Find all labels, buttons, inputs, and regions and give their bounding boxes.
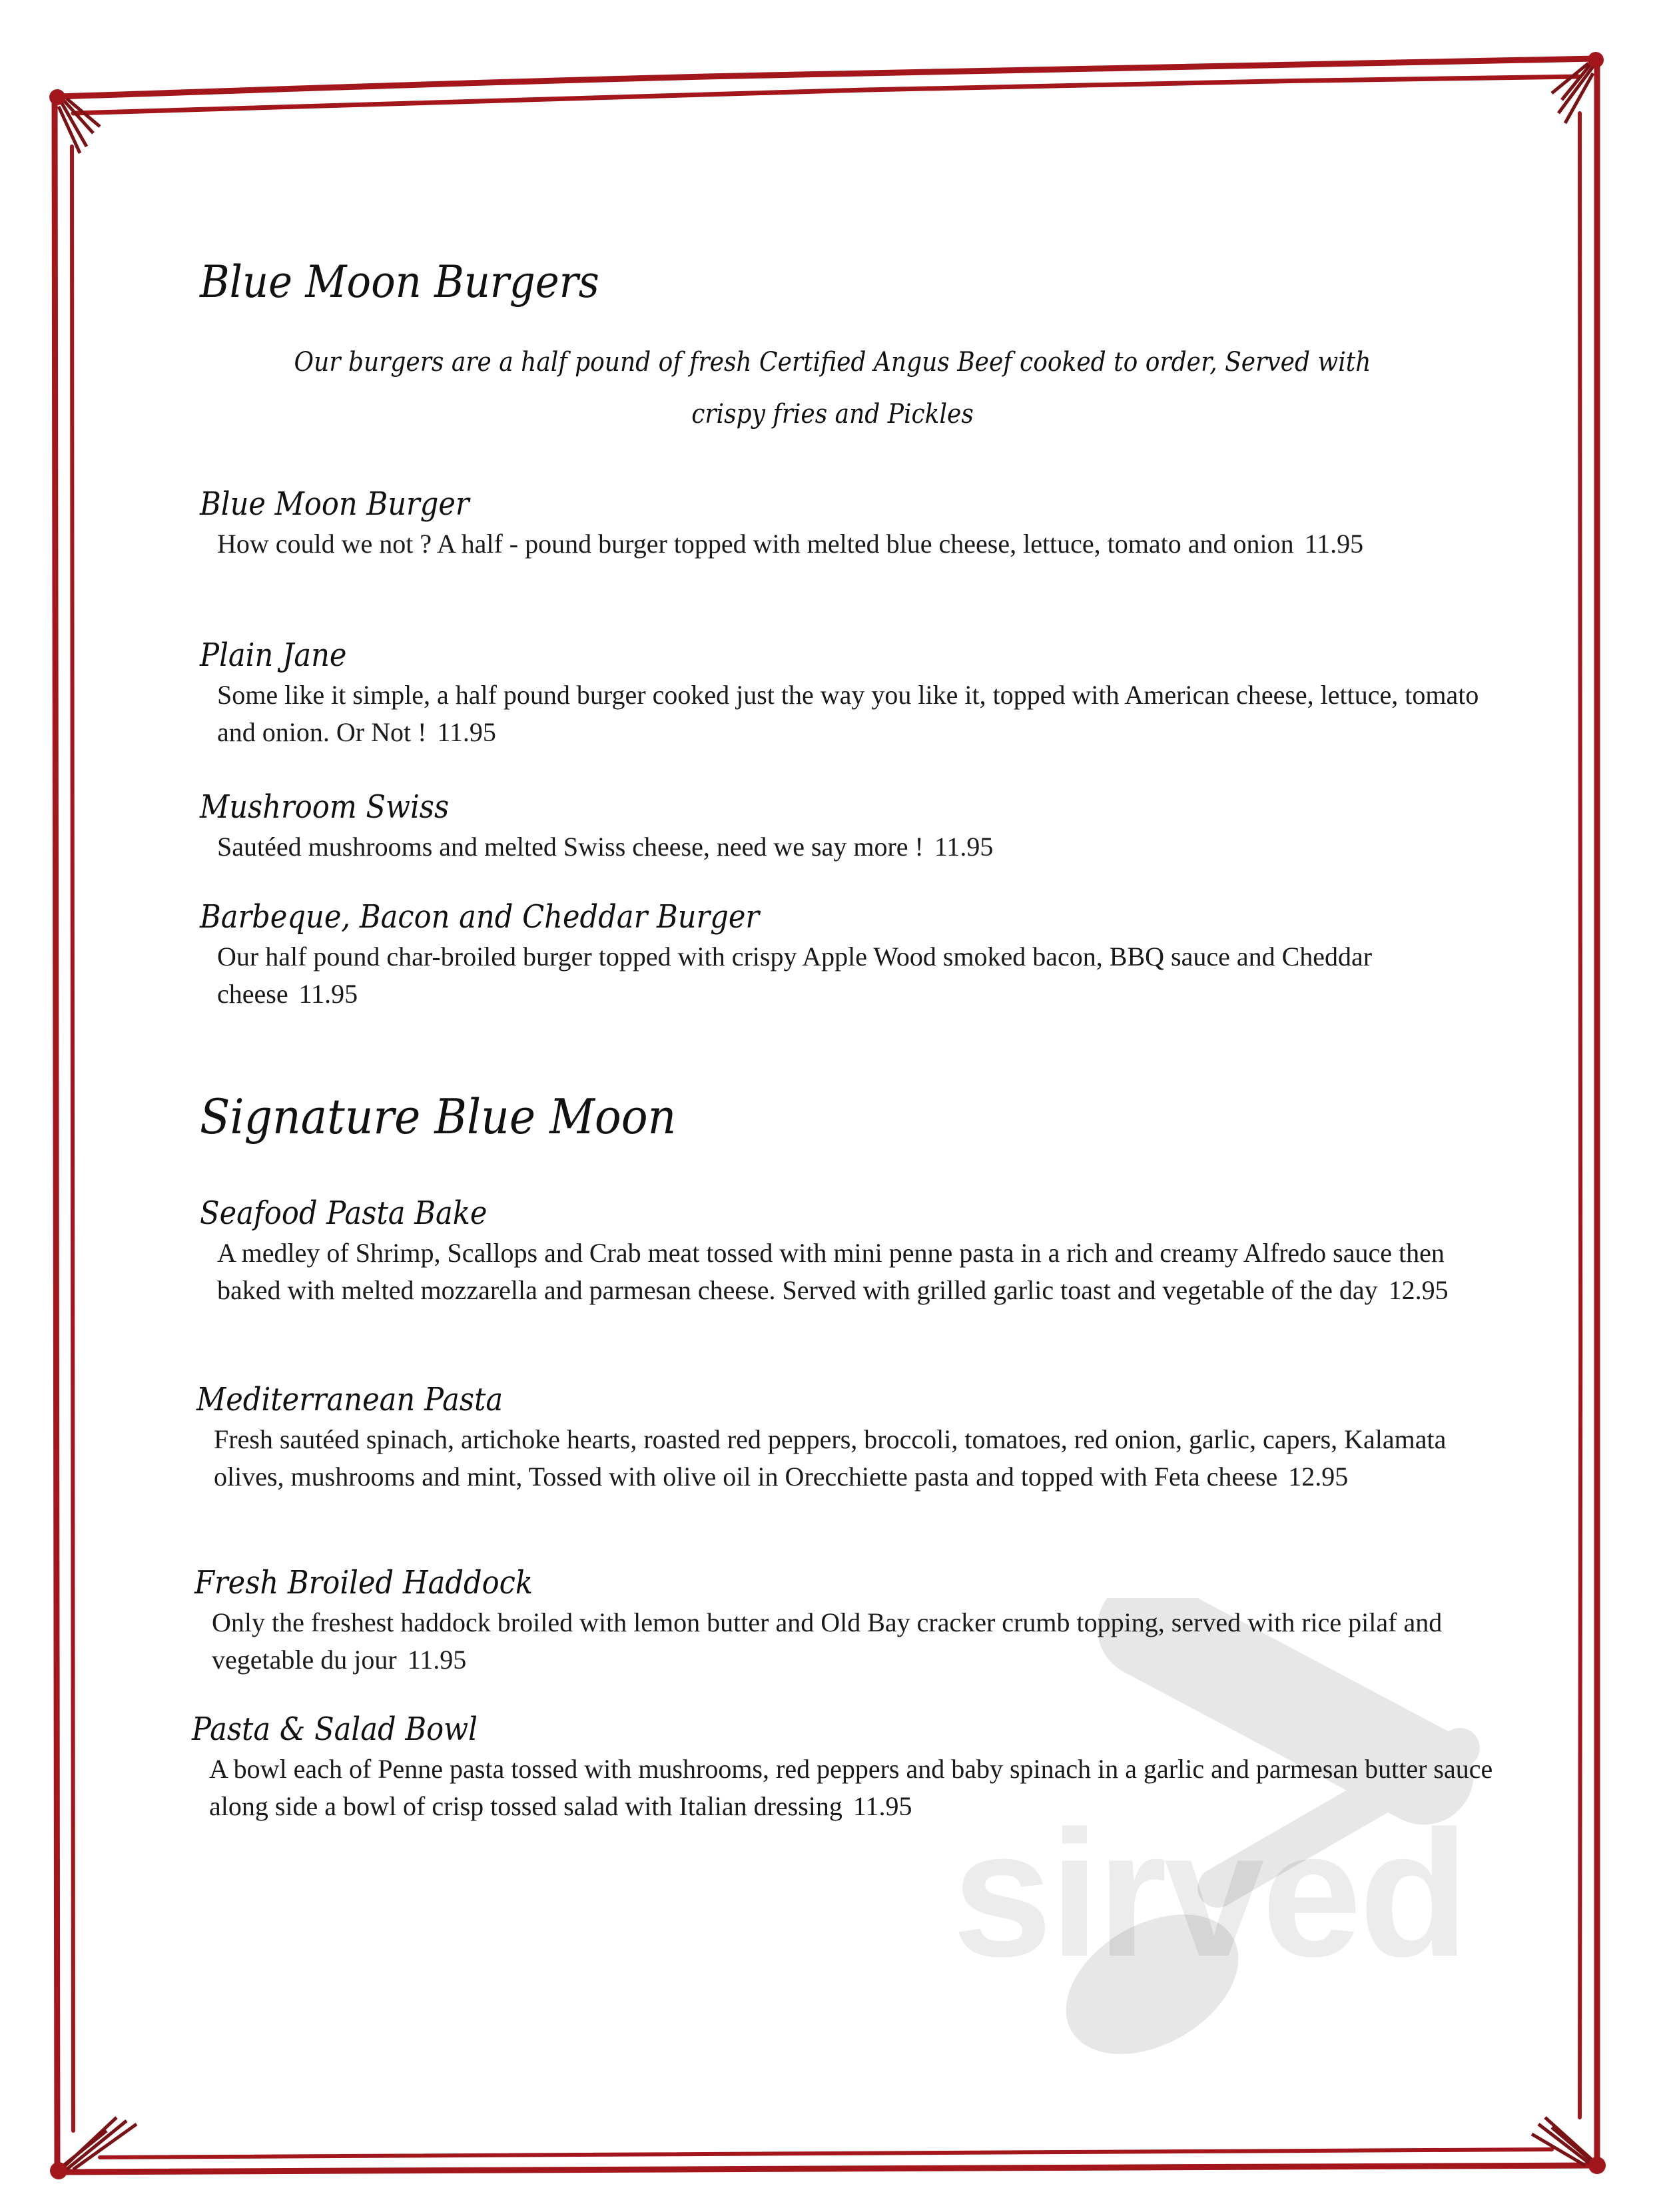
- item-description: Sautéed mushrooms and melted Swiss cheese, need we say more ! 11.95: [217, 832, 994, 862]
- item-description: Fresh sautéed spinach, artichoke hearts, roasted red peppers, broccoli, tomatoes, red onion, garlic, capers, Kalamata olives, mushrooms and mint, Tossed with olive oil in Orecchiette pasta and topped with Feta cheese 12.95: [214, 1424, 1447, 1492]
- item-name: Mediterranean Pasta: [196, 1381, 503, 1418]
- item-name: Plain Jane: [200, 637, 347, 674]
- item-price: 11.95: [298, 979, 358, 1009]
- item-price: 12.95: [1388, 1275, 1449, 1305]
- item-name: Fresh Broiled Haddock: [194, 1564, 533, 1601]
- item-price: 11.95: [437, 717, 496, 747]
- item-price: 11.95: [1304, 529, 1364, 559]
- menu-item: [200, 786, 1505, 866]
- menu-item: [200, 634, 1505, 751]
- item-price: 12.95: [1288, 1462, 1349, 1492]
- item-description: Only the freshest haddock broiled with lemon butter and Old Bay cracker crumb topping, served with rice pilaf and vegetable du jour 11.95: [212, 1607, 1443, 1675]
- item-description: A bowl each of Penne pasta tossed with mushrooms, red peppers and baby spinach in a garlic and parmesan butter sauce along side a bowl of crisp tossed salad with Italian dressing 11.95: [209, 1754, 1493, 1821]
- menu-item: [200, 483, 1505, 563]
- menu-item: [200, 1192, 1505, 1309]
- item-price: 11.95: [407, 1645, 467, 1675]
- item-name: Barbeque, Bacon and Cheddar Burger: [200, 898, 760, 936]
- section-title-signature: Signature Blue Moon: [200, 1089, 677, 1145]
- section-subtitle-burgers: Our burgers are a half pound of fresh Certified Angus Beef cooked to order, Served with crispy fries and Pickles: [294, 347, 1371, 429]
- item-name: Blue Moon Burger: [200, 485, 470, 523]
- section-title-burgers: Blue Moon Burgers: [200, 256, 599, 308]
- item-price: 11.95: [934, 832, 994, 862]
- item-description: How could we not ? A half - pound burger topped with melted blue cheese, lettuce, tomato and onion 11.95: [217, 529, 1364, 559]
- item-description: A medley of Shrimp, Scallops and Crab meat tossed with mini penne pasta in a rich and creamy Alfredo sauce then baked with melted mozzarella and parmesan cheese. Served with grilled garlic toast and vegetable of the day 12.95: [217, 1238, 1449, 1305]
- menu-item: [196, 1378, 1502, 1496]
- item-name: Seafood Pasta Bake: [200, 1195, 488, 1232]
- watermark-text: sirved: [952, 1794, 1467, 1994]
- item-name: Pasta & Salad Bowl: [192, 1711, 478, 1748]
- item-description: Our half pound char-broiled burger topped with crispy Apple Wood smoked bacon, BBQ sauce and Cheddar cheese 11.95: [217, 942, 1373, 1009]
- item-price: 11.95: [852, 1791, 912, 1821]
- menu-item: [194, 1561, 1500, 1679]
- item-description: Some like it simple, a half pound burger cooked just the way you like it, topped with American cheese, lettuce, tomato and onion. Or Not ! 11.95: [217, 680, 1479, 747]
- menu-item: [200, 896, 1505, 1013]
- menu-item: [192, 1708, 1497, 1825]
- item-name: Mushroom Swiss: [200, 788, 450, 826]
